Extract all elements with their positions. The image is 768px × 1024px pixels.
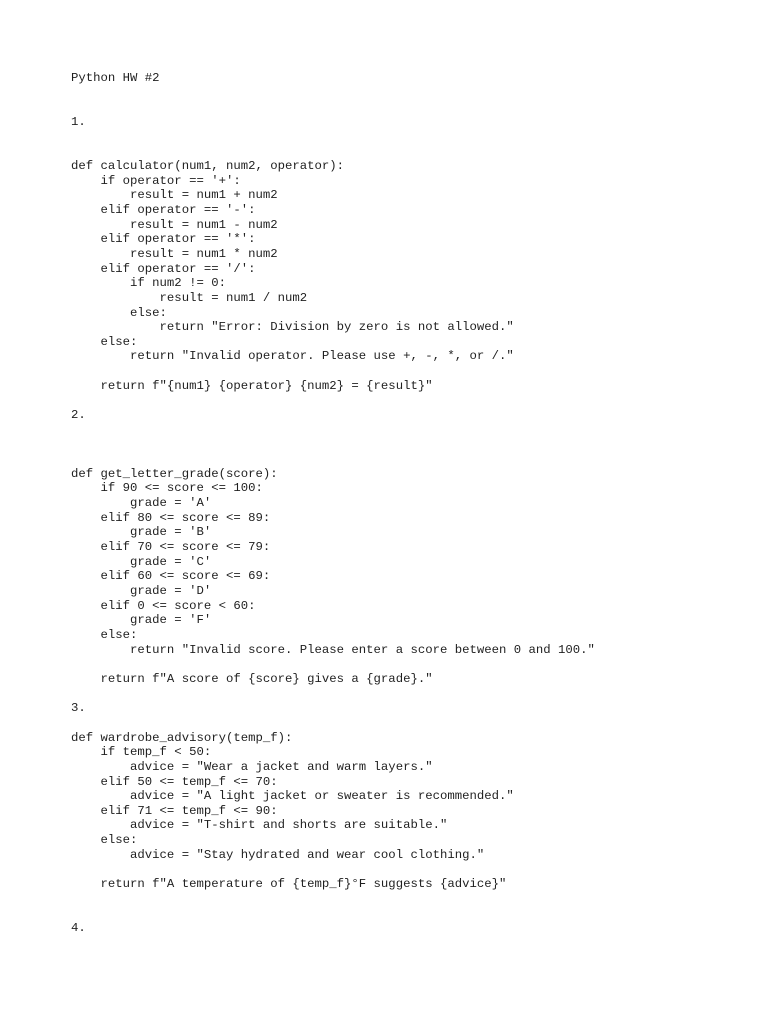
code-line: elif operator == '/': [71, 261, 256, 276]
code-line: def calculator(num1, num2, operator): [71, 158, 345, 173]
code-line: elif 71 <= temp_f <= 90: [71, 803, 278, 818]
code-line: return f"A score of {score} gives a {grade}." [71, 671, 433, 686]
code-line: grade = 'B' [71, 525, 212, 540]
code-line: advice = "T-shirt and shorts are suitable." [71, 818, 448, 833]
code-line: result = num1 * num2 [71, 246, 278, 261]
code-line: elif operator == '-': [71, 202, 256, 217]
code-line: elif 70 <= score <= 79: [71, 540, 271, 554]
code-line: else: [71, 627, 138, 642]
code-line: return f"{num1} {operator} {num2} = {result}" [71, 378, 433, 393]
code-block-calculator [71, 159, 731, 394]
code-line: if operator == '+': [71, 173, 241, 188]
code-line: elif 80 <= score <= 89: [71, 510, 271, 525]
code-line [71, 364, 731, 379]
code-line: else: [71, 305, 167, 320]
code-line: else: [71, 833, 138, 848]
code-line [71, 657, 731, 672]
code-line: if 90 <= score <= 100: [71, 481, 263, 496]
code-line: return "Error: Division by zero is not allowed." [71, 320, 514, 335]
code-line: return f"A temperature of {temp_f}°F suggests {advice}" [71, 877, 507, 892]
section-label-2: 2. [71, 408, 86, 423]
section-label-3: 3. [71, 701, 86, 716]
code-line: def wardrobe_advisory(temp_f): [71, 730, 293, 745]
code-line: elif 50 <= temp_f <= 70: [71, 774, 278, 789]
code-line [71, 862, 731, 877]
code-block-wardrobe-advisory [71, 731, 731, 892]
code-line: advice = "Wear a jacket and warm layers." [71, 759, 433, 774]
code-line: grade = 'C' [71, 554, 212, 569]
code-line: elif operator == '*': [71, 232, 256, 247]
code-line: elif 60 <= score <= 69: [71, 569, 271, 584]
code-line: return "Invalid score. Please enter a score between 0 and 100." [71, 642, 595, 657]
code-line: elif 0 <= score < 60: [71, 598, 256, 613]
code-line: grade = 'A' [71, 496, 212, 511]
code-line: if num2 != 0: [71, 276, 226, 291]
code-line: advice = "A light jacket or sweater is recommended." [71, 789, 514, 804]
code-line: return "Invalid operator. Please use +, -, *, or /." [71, 349, 514, 364]
code-line: advice = "Stay hydrated and wear cool clothing." [71, 847, 485, 862]
document-body [71, 71, 731, 936]
code-line: result = num1 / num2 [71, 290, 308, 305]
code-line: result = num1 - num2 [71, 217, 278, 232]
code-line: def get_letter_grade(score): [71, 466, 278, 481]
code-block-get-letter-grade [71, 467, 731, 687]
code-line: else: [71, 334, 138, 349]
section-label-1: 1. [71, 114, 86, 129]
code-line: grade = 'F' [71, 613, 212, 628]
code-line: grade = 'D' [71, 583, 212, 598]
section-label-4: 4. [71, 921, 86, 936]
code-line: result = num1 + num2 [71, 188, 278, 203]
code-line: if temp_f < 50: [71, 745, 212, 760]
document-title: Python HW #2 [71, 71, 160, 85]
